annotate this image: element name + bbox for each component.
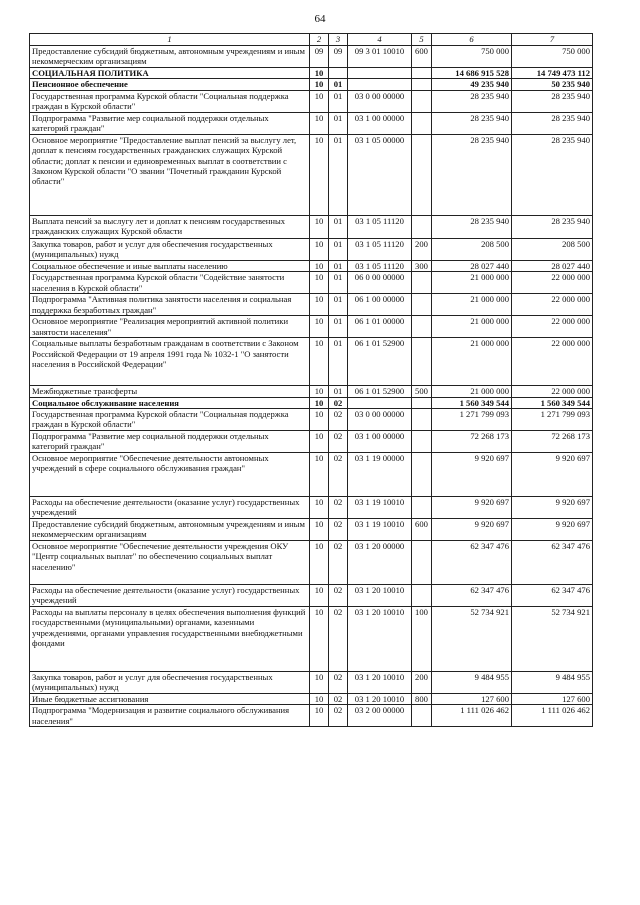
header-cell: 3	[329, 34, 348, 46]
amount-year1-cell: 21 000 000	[432, 272, 512, 294]
section-code-cell: 09	[310, 46, 329, 68]
target-article-cell: 06 1 00 00000	[348, 294, 412, 316]
section-code-cell: 10	[310, 431, 329, 453]
amount-year2-cell: 14 749 473 112	[512, 68, 593, 79]
target-article-cell: 03 0 00 00000	[348, 409, 412, 431]
table-row	[30, 294, 593, 316]
section-code-cell: 10	[310, 497, 329, 519]
amount-year1-cell: 208 500	[432, 238, 512, 260]
expense-type-cell: 500	[412, 386, 432, 397]
subsection-code-cell: 02	[329, 453, 348, 497]
target-article-cell: 03 1 20 10010	[348, 607, 412, 672]
subsection-code-cell: 02	[329, 585, 348, 607]
row-name-cell: Социальные выплаты безработным гражданам в соответствии с Законом Российской Федерации от 19 апреля 1991 года № 1032-1 "О занятости населения в Российской Федерации"	[30, 338, 310, 386]
target-article-cell: 03 1 19 00000	[348, 453, 412, 497]
section-code-cell: 10	[310, 238, 329, 260]
amount-year1-cell: 28 027 440	[432, 260, 512, 271]
section-code-cell: 10	[310, 294, 329, 316]
target-article-cell: 03 1 20 10010	[348, 694, 412, 705]
subsection-code-cell: 01	[329, 238, 348, 260]
amount-year2-cell: 52 734 921	[512, 607, 593, 672]
amount-year1-cell: 9 920 697	[432, 497, 512, 519]
table-row	[30, 541, 593, 585]
section-code-cell: 10	[310, 215, 329, 238]
amount-year2-cell: 72 268 173	[512, 431, 593, 453]
header-cell: 4	[348, 34, 412, 46]
subsection-code-cell: 02	[329, 705, 348, 727]
row-name-cell: Предоставление субсидий бюджетным, автономным учреждениям и иным некоммерческим организациям	[30, 519, 310, 541]
subsection-code-cell: 02	[329, 672, 348, 694]
section-code-cell: 10	[310, 453, 329, 497]
section-code-cell: 10	[310, 409, 329, 431]
expense-type-cell: 200	[412, 238, 432, 260]
amount-year2-cell: 9 920 697	[512, 497, 593, 519]
expense-type-cell	[412, 134, 432, 215]
subsection-code-cell: 01	[329, 112, 348, 134]
target-article-cell: 03 1 19 10010	[348, 519, 412, 541]
table-row	[30, 260, 593, 271]
amount-year1-cell: 1 111 026 462	[432, 705, 512, 727]
header-cell: 5	[412, 34, 432, 46]
subsection-code-cell: 01	[329, 338, 348, 386]
header-row	[30, 34, 593, 46]
subsection-code-cell: 02	[329, 607, 348, 672]
row-name-cell: Социальное обслуживание населения	[30, 397, 310, 408]
section-code-cell: 10	[310, 90, 329, 112]
expense-type-cell	[412, 409, 432, 431]
section-code-cell: 10	[310, 260, 329, 271]
table-row	[30, 497, 593, 519]
expense-type-cell	[412, 79, 432, 90]
subsection-code-cell: 01	[329, 134, 348, 215]
subsection-code-cell: 01	[329, 90, 348, 112]
section-code-cell: 10	[310, 397, 329, 408]
table-row	[30, 453, 593, 497]
row-name-cell: Подпрограмма "Развитие мер социальной поддержки отдельных категорий граждан"	[30, 112, 310, 134]
section-code-cell: 10	[310, 79, 329, 90]
row-name-cell: Государственная программа Курской области "Социальная поддержка граждан в Курской области"	[30, 90, 310, 112]
amount-year2-cell: 9 920 697	[512, 519, 593, 541]
target-article-cell: 03 0 00 00000	[348, 90, 412, 112]
expense-type-cell	[412, 112, 432, 134]
expense-type-cell: 200	[412, 672, 432, 694]
section-code-cell: 10	[310, 68, 329, 79]
table-row	[30, 68, 593, 79]
row-name-cell: Иные бюджетные ассигнования	[30, 694, 310, 705]
amount-year2-cell: 9 920 697	[512, 453, 593, 497]
amount-year1-cell: 21 000 000	[432, 316, 512, 338]
target-article-cell: 03 1 05 11120	[348, 238, 412, 260]
amount-year2-cell: 50 235 940	[512, 79, 593, 90]
expense-type-cell	[412, 294, 432, 316]
expense-type-cell	[412, 497, 432, 519]
section-code-cell: 10	[310, 694, 329, 705]
amount-year1-cell: 28 235 940	[432, 112, 512, 134]
target-article-cell: 09 3 01 10010	[348, 46, 412, 68]
amount-year2-cell: 22 000 000	[512, 338, 593, 386]
target-article-cell: 03 1 00 00000	[348, 112, 412, 134]
amount-year2-cell: 28 235 940	[512, 90, 593, 112]
table-row	[30, 46, 593, 68]
target-article-cell	[348, 79, 412, 90]
row-name-cell: Предоставление субсидий бюджетным, автономным учреждениям и иным некоммерческим организациям	[30, 46, 310, 68]
subsection-code-cell: 02	[329, 397, 348, 408]
amount-year1-cell: 21 000 000	[432, 338, 512, 386]
table-row	[30, 409, 593, 431]
amount-year2-cell: 1 560 349 544	[512, 397, 593, 408]
target-article-cell: 03 1 20 10010	[348, 672, 412, 694]
subsection-code-cell: 01	[329, 272, 348, 294]
table-row	[30, 238, 593, 260]
target-article-cell	[348, 397, 412, 408]
amount-year1-cell: 9 920 697	[432, 453, 512, 497]
row-name-cell: Социальное обеспечение и иные выплаты населению	[30, 260, 310, 271]
subsection-code-cell: 02	[329, 497, 348, 519]
amount-year1-cell: 127 600	[432, 694, 512, 705]
expense-type-cell: 600	[412, 519, 432, 541]
target-article-cell: 03 2 00 00000	[348, 705, 412, 727]
target-article-cell	[348, 68, 412, 79]
expense-type-cell	[412, 431, 432, 453]
table-row	[30, 272, 593, 294]
table-row	[30, 79, 593, 90]
section-code-cell: 10	[310, 607, 329, 672]
row-name-cell: Основное мероприятие "Обеспечение деятельности учреждения ОКУ "Центр социальных выплат" по обеспечению социальных выплат населению"	[30, 541, 310, 585]
expense-type-cell	[412, 90, 432, 112]
section-code-cell: 10	[310, 272, 329, 294]
table-row	[30, 397, 593, 408]
section-code-cell: 10	[310, 386, 329, 397]
amount-year1-cell: 1 271 799 093	[432, 409, 512, 431]
row-name-cell: Расходы на обеспечение деятельности (оказание услуг) государственных учреждений	[30, 497, 310, 519]
target-article-cell: 03 1 20 10010	[348, 585, 412, 607]
target-article-cell: 06 0 00 00000	[348, 272, 412, 294]
header-cell: 7	[512, 34, 593, 46]
subsection-code-cell	[329, 68, 348, 79]
amount-year2-cell: 750 000	[512, 46, 593, 68]
header-cell: 6	[432, 34, 512, 46]
row-name-cell: Расходы на обеспечение деятельности (оказание услуг) государственных учреждений	[30, 585, 310, 607]
amount-year2-cell: 127 600	[512, 694, 593, 705]
expense-type-cell: 300	[412, 260, 432, 271]
amount-year2-cell: 22 000 000	[512, 316, 593, 338]
subsection-code-cell: 01	[329, 215, 348, 238]
table-body	[30, 46, 593, 727]
row-name-cell: Подпрограмма "Активная политика занятости населения и социальная поддержка безработных граждан"	[30, 294, 310, 316]
row-name-cell: Основное мероприятие "Предоставление выплат пенсий за выслугу лет, доплат к пенсиям государственных гражданских служащих Курской области; доплат к пенсии и единовременных выплат в соответствии с Законом Курской области "О звании "Почетный гражданин Курской области"	[30, 134, 310, 215]
section-code-cell: 10	[310, 316, 329, 338]
amount-year2-cell: 62 347 476	[512, 541, 593, 585]
table-row	[30, 607, 593, 672]
subsection-code-cell: 09	[329, 46, 348, 68]
section-code-cell: 10	[310, 112, 329, 134]
target-article-cell: 03 1 19 10010	[348, 497, 412, 519]
row-name-cell: СОЦИАЛЬНАЯ ПОЛИТИКА	[30, 68, 310, 79]
subsection-code-cell: 02	[329, 541, 348, 585]
page-number: 64	[314, 13, 326, 25]
row-name-cell: Расходы на выплаты персоналу в целях обеспечения выполнения функций государственными (муниципальными) органами, казенными учреждениями, органами управления государственными внебюджетными фондами	[30, 607, 310, 672]
amount-year1-cell: 1 560 349 544	[432, 397, 512, 408]
amount-year1-cell: 750 000	[432, 46, 512, 68]
amount-year1-cell: 9 920 697	[432, 519, 512, 541]
amount-year1-cell: 28 235 940	[432, 90, 512, 112]
row-name-cell: Государственная программа Курской области "Содействие занятости населения в Курской области"	[30, 272, 310, 294]
target-article-cell: 06 1 01 00000	[348, 316, 412, 338]
subsection-code-cell: 01	[329, 79, 348, 90]
subsection-code-cell: 02	[329, 431, 348, 453]
table-row	[30, 431, 593, 453]
target-article-cell: 03 1 00 00000	[348, 431, 412, 453]
section-code-cell: 10	[310, 519, 329, 541]
amount-year2-cell: 28 235 940	[512, 134, 593, 215]
target-article-cell: 03 1 05 11120	[348, 260, 412, 271]
table-row	[30, 585, 593, 607]
amount-year2-cell: 208 500	[512, 238, 593, 260]
amount-year2-cell: 28 027 440	[512, 260, 593, 271]
target-article-cell: 03 1 05 11120	[348, 215, 412, 238]
amount-year1-cell: 52 734 921	[432, 607, 512, 672]
amount-year1-cell: 62 347 476	[432, 541, 512, 585]
table-row	[30, 134, 593, 215]
expense-type-cell	[412, 272, 432, 294]
expense-type-cell	[412, 585, 432, 607]
subsection-code-cell: 01	[329, 294, 348, 316]
amount-year2-cell: 1 271 799 093	[512, 409, 593, 431]
row-name-cell: Закупка товаров, работ и услуг для обеспечения государственных (муниципальных) нужд	[30, 672, 310, 694]
expense-type-cell	[412, 453, 432, 497]
table-row	[30, 112, 593, 134]
row-name-cell: Закупка товаров, работ и услуг для обеспечения государственных (муниципальных) нужд	[30, 238, 310, 260]
subsection-code-cell: 02	[329, 694, 348, 705]
header-cell: 2	[310, 34, 329, 46]
section-code-cell: 10	[310, 541, 329, 585]
amount-year1-cell: 21 000 000	[432, 386, 512, 397]
amount-year2-cell: 1 111 026 462	[512, 705, 593, 727]
amount-year2-cell: 22 000 000	[512, 294, 593, 316]
table-row	[30, 519, 593, 541]
amount-year2-cell: 62 347 476	[512, 585, 593, 607]
target-article-cell: 03 1 05 00000	[348, 134, 412, 215]
expense-type-cell	[412, 316, 432, 338]
table-row	[30, 386, 593, 397]
table-row	[30, 90, 593, 112]
subsection-code-cell: 01	[329, 386, 348, 397]
table-row	[30, 338, 593, 386]
expense-type-cell	[412, 338, 432, 386]
table-row	[30, 316, 593, 338]
row-name-cell: Подпрограмма "Развитие мер социальной поддержки отдельных категорий граждан"	[30, 431, 310, 453]
expense-type-cell	[412, 215, 432, 238]
budget-table	[29, 33, 593, 727]
subsection-code-cell: 01	[329, 260, 348, 271]
target-article-cell: 06 1 01 52900	[348, 338, 412, 386]
amount-year1-cell: 28 235 940	[432, 134, 512, 215]
header-cell: 1	[30, 34, 310, 46]
subsection-code-cell: 02	[329, 409, 348, 431]
amount-year1-cell: 21 000 000	[432, 294, 512, 316]
row-name-cell: Основное мероприятие "Реализация мероприятий активной политики занятости населения"	[30, 316, 310, 338]
section-code-cell: 10	[310, 134, 329, 215]
row-name-cell: Межбюджетные трансферты	[30, 386, 310, 397]
amount-year2-cell: 28 235 940	[512, 215, 593, 238]
amount-year2-cell: 22 000 000	[512, 386, 593, 397]
section-code-cell: 10	[310, 338, 329, 386]
expense-type-cell: 800	[412, 694, 432, 705]
amount-year1-cell: 9 484 955	[432, 672, 512, 694]
amount-year1-cell: 62 347 476	[432, 585, 512, 607]
row-name-cell: Подпрограмма "Модернизация и развитие социального обслуживания населения"	[30, 705, 310, 727]
table-row	[30, 672, 593, 694]
expense-type-cell: 100	[412, 607, 432, 672]
amount-year1-cell: 72 268 173	[432, 431, 512, 453]
expense-type-cell	[412, 68, 432, 79]
subsection-code-cell: 01	[329, 316, 348, 338]
target-article-cell: 06 1 01 52900	[348, 386, 412, 397]
amount-year1-cell: 14 686 915 528	[432, 68, 512, 79]
table-row	[30, 694, 593, 705]
target-article-cell: 03 1 20 00000	[348, 541, 412, 585]
expense-type-cell: 600	[412, 46, 432, 68]
section-code-cell: 10	[310, 705, 329, 727]
section-code-cell: 10	[310, 585, 329, 607]
row-name-cell: Пенсионное обеспечение	[30, 79, 310, 90]
subsection-code-cell: 02	[329, 519, 348, 541]
expense-type-cell	[412, 541, 432, 585]
expense-type-cell	[412, 397, 432, 408]
expense-type-cell	[412, 705, 432, 727]
section-code-cell: 10	[310, 672, 329, 694]
amount-year2-cell: 9 484 955	[512, 672, 593, 694]
table-row	[30, 215, 593, 238]
amount-year2-cell: 22 000 000	[512, 272, 593, 294]
row-name-cell: Государственная программа Курской области "Социальная поддержка граждан в Курской области"	[30, 409, 310, 431]
amount-year1-cell: 28 235 940	[432, 215, 512, 238]
row-name-cell: Выплата пенсий за выслугу лет и доплат к пенсиям государственных гражданских служащих Курской области	[30, 215, 310, 238]
amount-year1-cell: 49 235 940	[432, 79, 512, 90]
row-name-cell: Основное мероприятие "Обеспечение деятельности автономных учреждений в сфере социального обслуживания граждан"	[30, 453, 310, 497]
amount-year2-cell: 28 235 940	[512, 112, 593, 134]
table-row	[30, 705, 593, 727]
